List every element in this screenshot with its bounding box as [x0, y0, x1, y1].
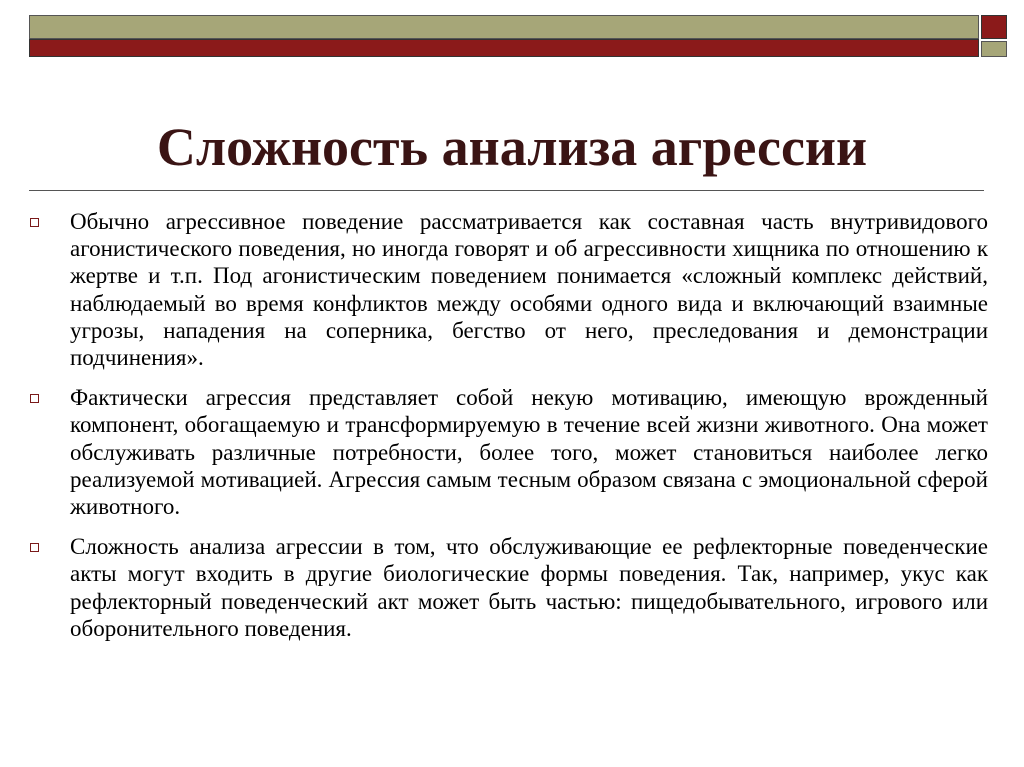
bullet-list — [30, 208, 988, 655]
square-bullet-icon — [30, 218, 39, 227]
bullet-item — [30, 533, 988, 642]
bullet-item — [30, 208, 988, 371]
bullet-text: Обычно агрессивное поведение рассматривается как составная часть внутривидового агонистического поведения, но иногда говорят и об агрессивности хищника по отношению к жертве и т.п. Под агонистическим поведением понимается «сложный комплекс действий, наблюдаемый во время конфликтов между особями одного вида и включающий взаимные угрозы, нападения на соперника, бегство от него, преследования и демонстрации подчинения». — [70, 209, 988, 371]
header-bar-olive — [29, 15, 979, 39]
bullet-text: Фактически агрессия представляет собой некую мотивацию, имеющую врожденный компонент, обогащаемую и трансформируемую в течение всей жизни животного. Она может обслуживать различные потребности, более того, может становиться наиболее легко реализуемой мотивацией. Агрессия самым тесным образом связана с эмоциональной сферой животного. — [70, 385, 988, 520]
title-divider — [29, 190, 984, 191]
slide-title: Сложность анализа агрессии — [156, 117, 868, 177]
square-bullet-icon — [30, 394, 39, 403]
square-bullet-icon — [30, 543, 39, 552]
bullet-text: Сложность анализа агрессии в том, что обслуживающие ее рефлекторные поведенческие акты могут входить в другие биологические формы поведения. Так, например, укус как рефлекторный поведенческий акт может быть частью: пищедобывательного, игрового или оборонительного поведения. — [70, 534, 988, 641]
bullet-item — [30, 384, 988, 520]
header-square-olive — [981, 41, 1007, 57]
header-square-red — [981, 15, 1007, 39]
header-bar-red — [29, 39, 979, 57]
